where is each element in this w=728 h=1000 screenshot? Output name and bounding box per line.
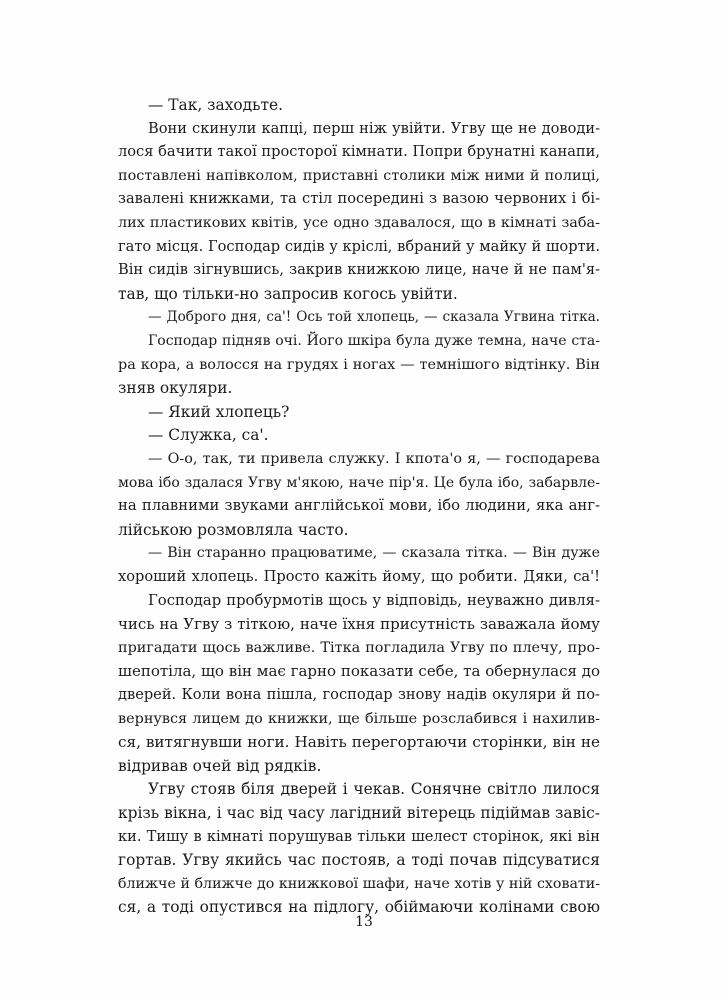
text-line: зняв окуляри. [118, 379, 233, 398]
text-line: — Він старанно працюватиме, — сказала тітка. — Він дуже [148, 545, 600, 562]
text-line: завалені книжками, та стіл посередині з вазою червоних і бі- [118, 190, 600, 208]
text-line: гато місця. Господар сидів у кріслі, вбраний у майку й шорти. [118, 237, 600, 255]
text-line: дверей. Коли вона пішла, господар знову надів окуляри й по- [118, 686, 600, 703]
text-line: лійською розмовляла часто. [118, 520, 349, 539]
text-line: — Так, заходьте. [148, 96, 284, 114]
text-line: вернувся лицем до книжки, ще більше розслабився і нахилив- [118, 710, 600, 727]
text-line: лося бачити такої просторої кімнати. Попри брунатні канапи, [118, 143, 600, 161]
text-line: пригадати щось важливе. Тітка погладила Угву по плечу, про- [118, 639, 600, 656]
text-line: Господар підняв очі. Його шкіра була дуже темна, наче ста- [148, 333, 600, 349]
text-line: гортав. Угву якийсь час постояв, а тоді почав підсуватися [118, 851, 600, 870]
text-line: чись на Угву з тіткою, наче їхня присутність заважала йому [118, 615, 600, 634]
text-line: Угву стояв біля дверей і чекав. Сонячне світло лилося [148, 780, 600, 799]
text-line: крізь вікна, і час від часу лагідний вітерець підіймав завіс- [118, 804, 600, 822]
text-line: ся, витягнувши ноги. Навіть перегортаючи сторінки, він не [118, 733, 600, 752]
text-line: відривав очей від рядків. [118, 756, 322, 775]
page-number: 13 [355, 914, 373, 930]
text-line: лих пластикових квітів, усе одно здавалося, що в кімнаті заба- [118, 215, 600, 231]
text-line: мова ібо здалася Угву м'якою, наче пір'я. Це була ібо, забарвле- [118, 474, 600, 491]
text-line: поставлені напівколом, приставні столики між ними й полиці, [118, 167, 600, 184]
text-line: Вони скинули капці, перш ніж увійти. Угву ще не доводи- [148, 119, 600, 137]
text-line: ра кора, а волосся на грудях і ногах — темнішого відтінку. Він [118, 356, 600, 373]
text-line: хороший хлопець. Просто кажіть йому, що робити. Дяки, са'! [118, 568, 600, 585]
text-line: ся, а тоді опустився на підлогу, обіймаючи колінами свою [118, 898, 600, 917]
text-line: ки. Тишу в кімнаті порушував тільки шелест сторінок, які він [118, 827, 600, 845]
text-line: — О-о, так, ти привела служку. І кпота'о я, — господарева [148, 451, 600, 467]
text-line: — Служка, са'. [148, 426, 269, 445]
text-line: ближче й ближче до книжкової шафи, наче хотів у ній сховати- [118, 875, 600, 892]
text-line: — Доброго дня, са'! Ось той хлопець, — сказала Угвина тітка. [148, 309, 600, 326]
text-line: — Який хлопець? [148, 402, 290, 421]
text-line: шепотіла, що він має гарно показати себе, та обернулася до [118, 662, 600, 681]
text-line: тав, що тільки-но запросив когось увійти. [118, 284, 458, 303]
text-line: на плавними звуками англійської мови, ібо людини, яка анг- [118, 497, 600, 515]
text-line: Господар пробурмотів щось у відповідь, неуважно дивля- [148, 591, 600, 609]
text-line: Він сидів зігнувшись, закрив книжкою лице, наче й не пам'я- [118, 261, 600, 279]
